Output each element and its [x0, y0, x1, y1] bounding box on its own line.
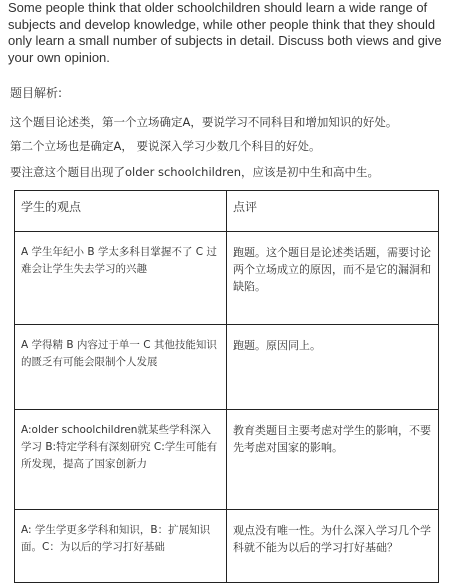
table-row — [15, 410, 439, 510]
student-view-text: A: 学生学更多学科和知识，B：扩展知识面。C：为以后的学习打好基础 — [21, 524, 211, 553]
header-label: 点评 — [233, 200, 258, 214]
table-row — [15, 232, 439, 325]
analysis-heading: 题目解析: — [10, 86, 63, 100]
analysis-paragraph: 第二个立场也是确定A， 要说深入学习少数几个科目的好处。 — [10, 139, 321, 153]
comment-text: 跑题。这个题目是论述类话题，需要讨论两个立场成立的原因，而不是它的漏洞和缺陷。 — [233, 246, 431, 293]
header-label: 学生的观点 — [21, 200, 82, 214]
student-view-cell — [15, 232, 227, 325]
comment-cell — [227, 510, 439, 583]
essay-prompt: Some people think that older schoolchildren should learn a wide range of subjects and develop knowledge, while other people think that they should only learn a small number of subjects in detail. Discuss both views and give your own opinion. — [8, 0, 442, 65]
header-student-view — [15, 191, 227, 232]
comment-cell — [227, 232, 439, 325]
comment-text: 教育类题目主要考虑对学生的影响，不要先考虑对国家的影响。 — [233, 424, 431, 454]
table-row — [15, 510, 439, 583]
student-view-cell — [15, 510, 227, 583]
student-view-text: A 学生年纪小 B 学太多科目掌握不了 C 过难会让学生失去学习的兴趣 — [21, 246, 217, 275]
student-view-cell — [15, 410, 227, 510]
analysis-paragraph: 要注意这个题目出现了older schoolchildren，应该是初中生和高中生。 — [10, 165, 379, 179]
comment-cell — [227, 410, 439, 510]
table-row — [15, 325, 439, 410]
comment-text: 跑题。原因同上。 — [233, 339, 321, 352]
table-header-row — [15, 191, 439, 232]
analysis-paragraph: 这个题目论述类，第一个立场确定A，要说学习不同科目和增加知识的好处。 — [10, 115, 398, 129]
comment-cell — [227, 325, 439, 410]
student-view-cell — [15, 325, 227, 410]
student-view-text: A:older schoolchildren就某些学科深入学习 B:特定学科有深刻研究 C:学生可能有所发现，提高了国家创新力 — [21, 424, 218, 470]
views-table — [14, 190, 439, 583]
header-comment — [227, 191, 439, 232]
comment-text: 观点没有唯一性。为什么深入学习几个学科就不能为以后的学习打好基础？ — [233, 524, 431, 554]
student-view-text: A 学得精 B 内容过于单一 C 其他技能知识的匮乏有可能会限制个人发展 — [21, 339, 217, 368]
